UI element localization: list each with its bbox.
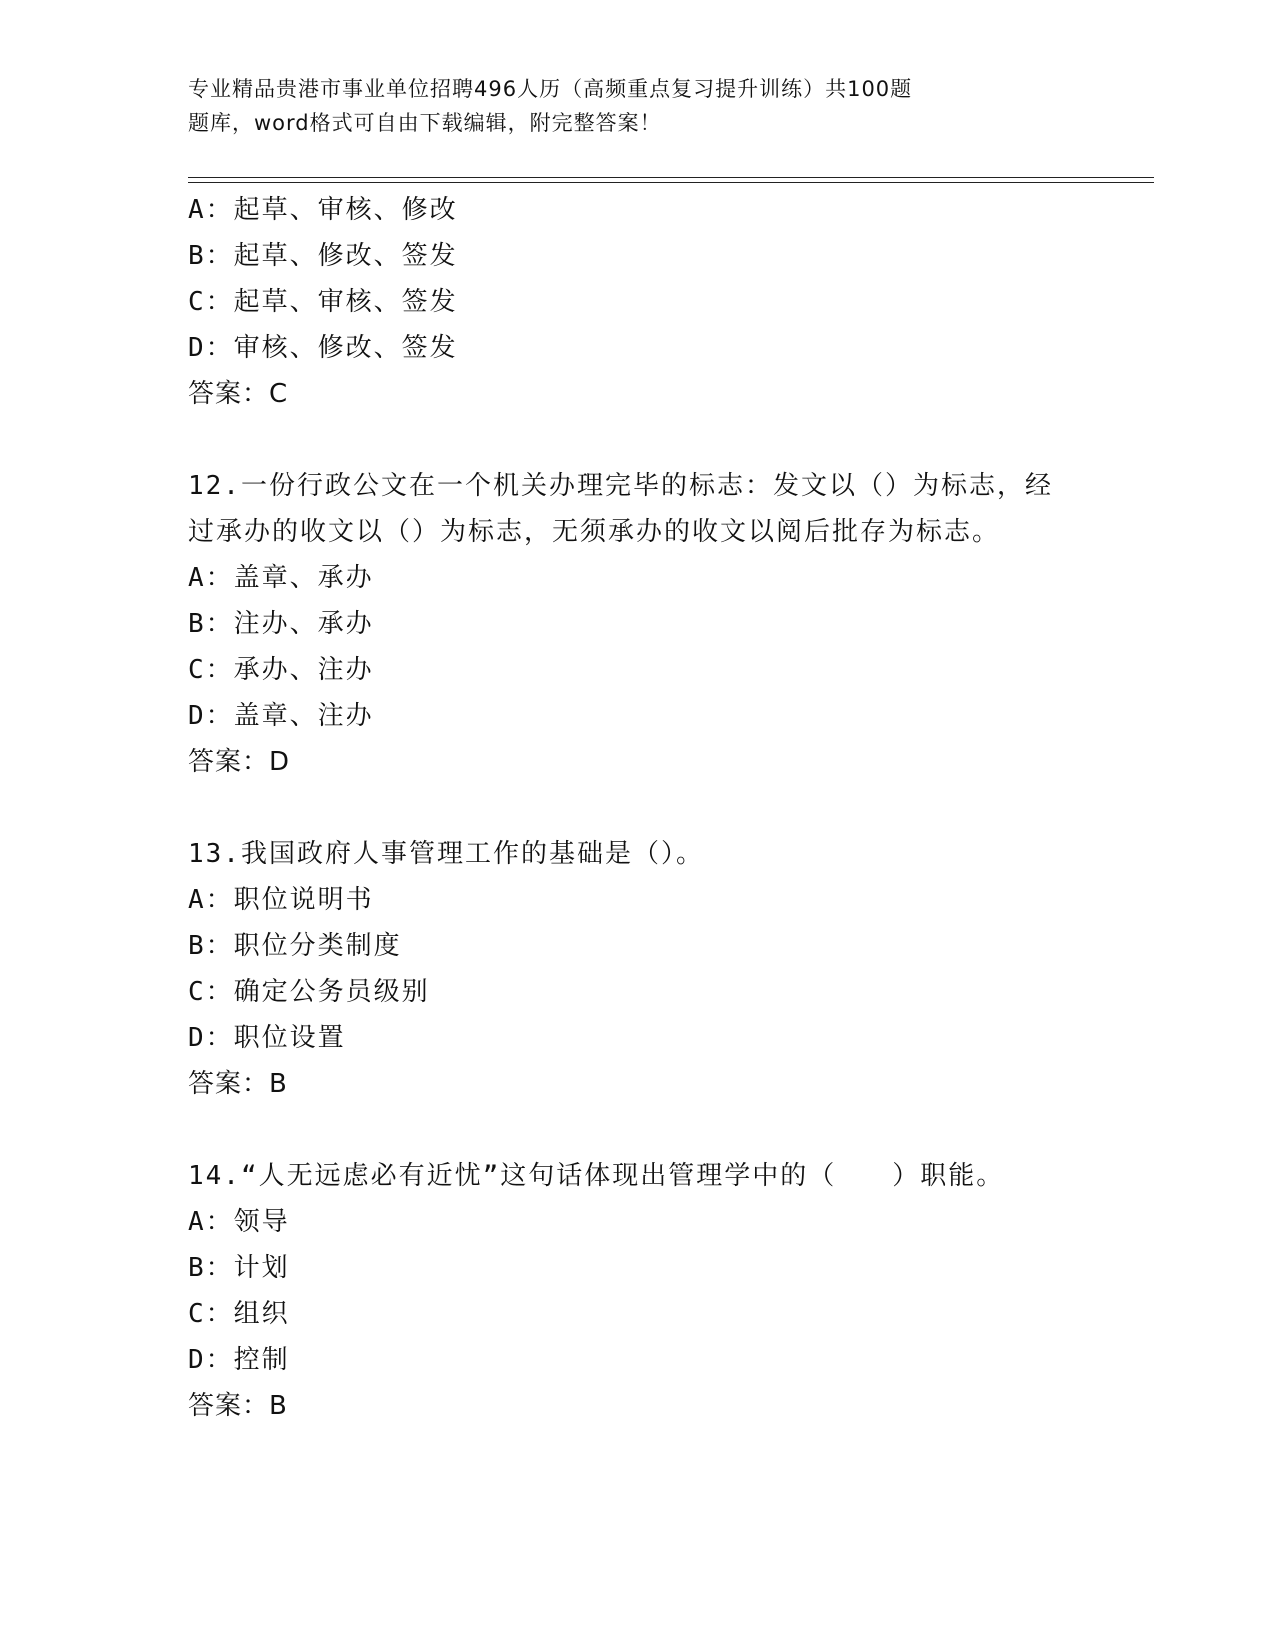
question-stem: 13.我国政府人事管理工作的基础是（）。 [188,839,704,869]
option-b: B：注办、承办 [188,609,374,639]
option-d: D：审核、修改、签发 [188,333,458,363]
option-c: C：组织 [188,1299,290,1329]
option-a: A：起草、审核、修改 [188,195,458,225]
spacer [188,785,1088,831]
option-b: B：职位分类制度 [188,931,402,961]
question-stem: 14.“人无远虑必有近忧”这句话体现出管理学中的（ ）职能。 [188,1161,1005,1191]
option-d: D：控制 [188,1345,290,1375]
option-c: C：承办、注办 [188,655,374,685]
header-rule-bottom [188,182,1154,183]
question-13 [188,831,1088,1107]
document-header [188,72,1048,140]
option-a: A：领导 [188,1207,290,1237]
spacer [188,1107,1088,1153]
option-a: A：职位说明书 [188,885,374,915]
spacer [188,417,1088,463]
question-11 [188,187,1088,417]
option-b: B：起草、修改、签发 [188,241,458,271]
question-stem-line-1: 12.一份行政公文在一个机关办理完毕的标志：发文以（）为标志，经 [188,471,1053,501]
answer: 答案：C [188,379,289,409]
option-a: A：盖章、承办 [188,563,374,593]
header-line-1: 专业精品贵港市事业单位招聘496人历（高频重点复习提升训练）共100题 [188,77,913,101]
answer: 答案：B [188,1069,288,1099]
option-c: C：起草、审核、签发 [188,287,458,317]
answer: 答案：D [188,747,291,777]
question-stem-line-2: 过承办的收文以（）为标志，无须承办的收文以阅后批存为标志。 [188,517,1001,547]
question-14 [188,1153,1088,1429]
question-12 [188,463,1088,785]
question-list [188,187,1088,1429]
header-line-2: 题库，word格式可自由下载编辑，附完整答案！ [188,111,662,135]
option-d: D：职位设置 [188,1023,346,1053]
option-c: C：确定公务员级别 [188,977,430,1007]
option-b: B：计划 [188,1253,290,1283]
answer: 答案：B [188,1391,288,1421]
header-rule-top [188,177,1154,178]
option-d: D：盖章、注办 [188,701,374,731]
